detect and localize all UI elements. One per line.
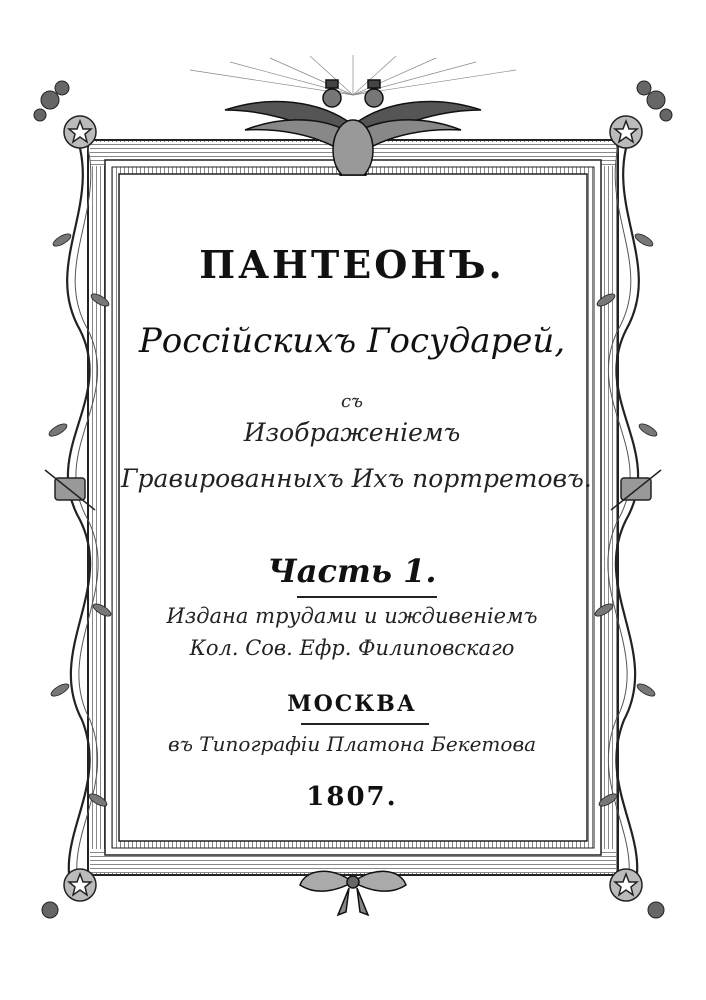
city-name: МОСКВА	[287, 691, 417, 717]
printer-line: въ Типографіи Платона Бекетова	[167, 732, 537, 756]
part-number: Часть 1.	[267, 552, 437, 590]
book-title: ПАНТЕОНЪ.	[199, 242, 505, 287]
publication-year: 1807.	[306, 782, 398, 812]
ribbon-bow-icon	[300, 871, 406, 915]
engraved-portraits-line: Гравированныхъ Ихъ портретовъ.	[121, 464, 592, 493]
preposition: съ	[340, 391, 364, 412]
depiction-line: Изображеніемъ	[243, 418, 461, 447]
city-divider	[301, 723, 429, 725]
publisher-line-2: Кол. Сов. Ефр. Филиповскаго	[189, 636, 515, 660]
title-panel	[121, 176, 592, 836]
part-divider	[297, 596, 437, 598]
book-subtitle: Россійскихъ Государей,	[138, 321, 566, 361]
publisher-line-1: Издана трудами и иждивеніемъ	[166, 604, 538, 628]
sun-rays	[190, 55, 516, 95]
